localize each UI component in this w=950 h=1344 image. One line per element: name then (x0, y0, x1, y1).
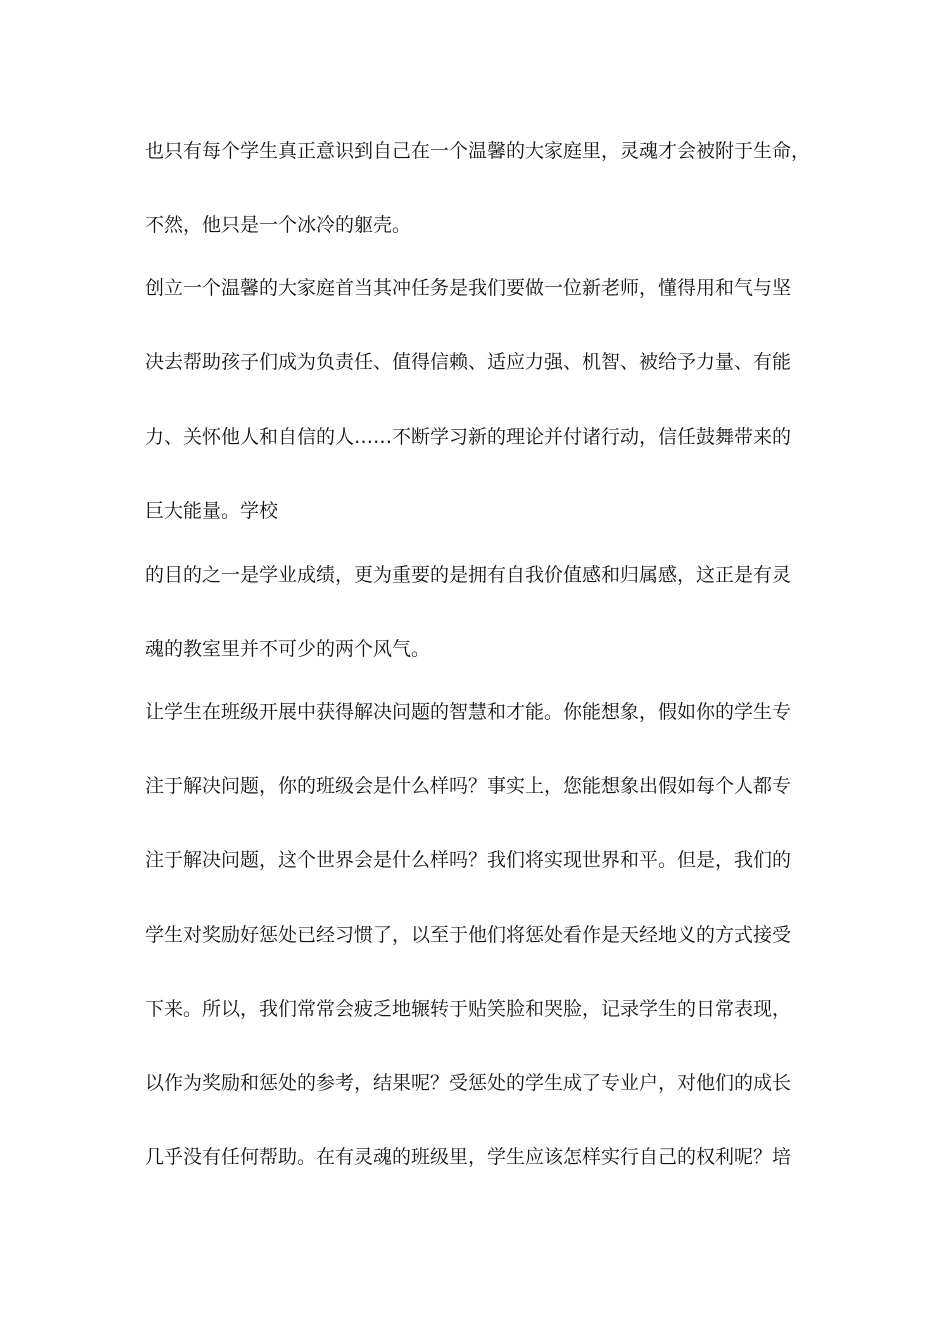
text-line: 注于解决问题，你的班级会是什么样吗？事实上，您能想象出假如每个人都专 (145, 775, 792, 797)
text-line: 几乎没有任何帮助。在有灵魂的班级里，学生应该怎样实行自己的权利呢？培 (145, 1146, 792, 1168)
text-line: 的目的之一是学业成绩，更为重要的是拥有自我价值感和归属感，这正是有灵 (145, 564, 792, 586)
text-line: 魂的教室里并不可少的两个风气。 (145, 638, 431, 660)
text-line: 以作为奖励和惩处的参考，结果呢？受惩处的学生成了专业户，对他们的成长 (145, 1072, 792, 1094)
text-line: 注于解决问题，这个世界会是什么样吗？我们将实现世界和平。但是，我们的 (145, 849, 792, 871)
text-line: 也只有每个学生真正意识到自己在一个温馨的大家庭里，灵魂才会被附于生命， (145, 140, 811, 162)
text-line: 让学生在班级开展中获得解决问题的智慧和才能。你能想象，假如你的学生专 (145, 701, 792, 723)
text-line: 创立一个温馨的大家庭首当其冲任务是我们要做一位新老师，懂得用和气与坚 (145, 277, 792, 299)
text-line: 不然，他只是一个冰冷的躯壳。 (145, 214, 412, 236)
text-line: 巨大能量。学校 (145, 500, 279, 522)
text-line: 学生对奖励好惩处已经习惯了，以至于他们将惩处看作是天经地义的方式接受 (145, 924, 792, 946)
text-line: 决去帮助孩子们成为负责任、值得信赖、适应力强、机智、被给予力量、有能 (145, 351, 792, 373)
text-line: 力、关怀他人和自信的人……不断学习新的理论并付诸行动，信任鼓舞带来的 (145, 426, 792, 448)
text-line: 下来。所以，我们常常会疲乏地辗转于贴笑脸和哭脸，记录学生的日常表现， (145, 998, 792, 1020)
